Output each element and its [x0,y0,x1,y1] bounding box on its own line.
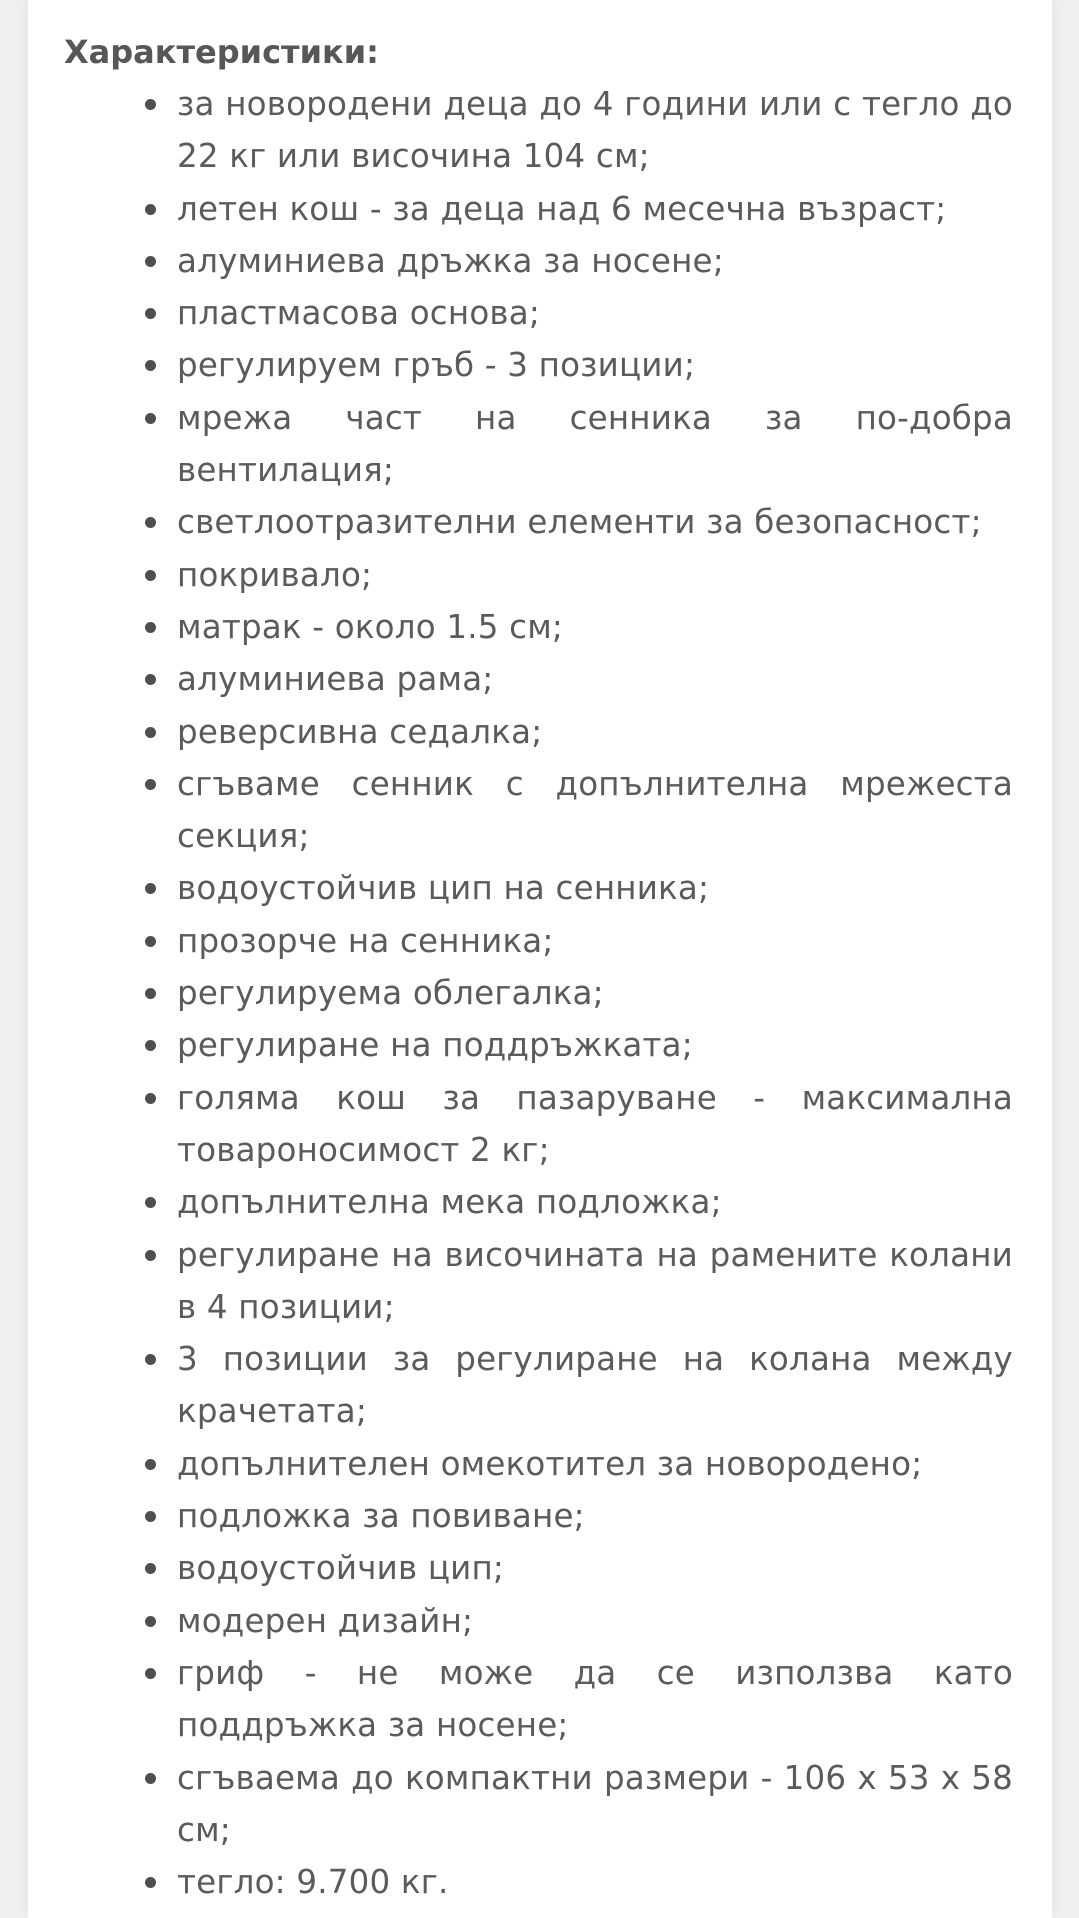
feature-list [177,78,1013,1908]
content-card [28,0,1052,1918]
list-item: алуминиева дръжка за носене; [177,235,1013,287]
list-item: допълнителен омекотител за новородено; [177,1438,1013,1490]
list-item: подложка за повиване; [177,1490,1013,1542]
list-item: регулиране на височината на рамените колани в 4 позиции; [177,1229,1013,1334]
list-item: 3 позиции за регулиране на колана между крачетата; [177,1333,1013,1438]
list-item: тегло: 9.700 кг. [177,1856,1013,1908]
list-item: голяма кош за пазаруване - максимална товароносимост 2 кг; [177,1072,1013,1177]
section-heading: Характеристики: [64,33,379,71]
list-item: сгъваема до компактни размери - 106 х 53 х 58 см; [177,1752,1013,1857]
list-item: пластмасова основа; [177,287,1013,339]
list-item: реверсивна седалка; [177,706,1013,758]
list-item: сгъваме сенник с допълнителна мрежеста секция; [177,758,1013,863]
list-item: покривало; [177,549,1013,601]
list-item: мрежа част на сенника за по-добра вентилация; [177,392,1013,497]
list-item: алуминиева рама; [177,653,1013,705]
list-item: водоустойчив цип; [177,1542,1013,1594]
list-item: за новородени деца до 4 години или с тегло до 22 кг или височина 104 см; [177,78,1013,183]
list-item: матрак - около 1.5 см; [177,601,1013,653]
list-item: летен кош - за деца над 6 месечна възраст; [177,183,1013,235]
list-item: прозорче на сенника; [177,915,1013,967]
list-item: светлоотразителни елементи за безопасност; [177,496,1013,548]
list-item: допълнителна мека подложка; [177,1176,1013,1228]
list-item: регулируема облегалка; [177,967,1013,1019]
list-item: регулируем гръб - 3 позиции; [177,339,1013,391]
list-item: регулиране на поддръжката; [177,1019,1013,1071]
list-item: водоустойчив цип на сенника; [177,862,1013,914]
list-item: модерен дизайн; [177,1595,1013,1647]
list-item: гриф - не може да се използва като поддръжка за носене; [177,1647,1013,1752]
